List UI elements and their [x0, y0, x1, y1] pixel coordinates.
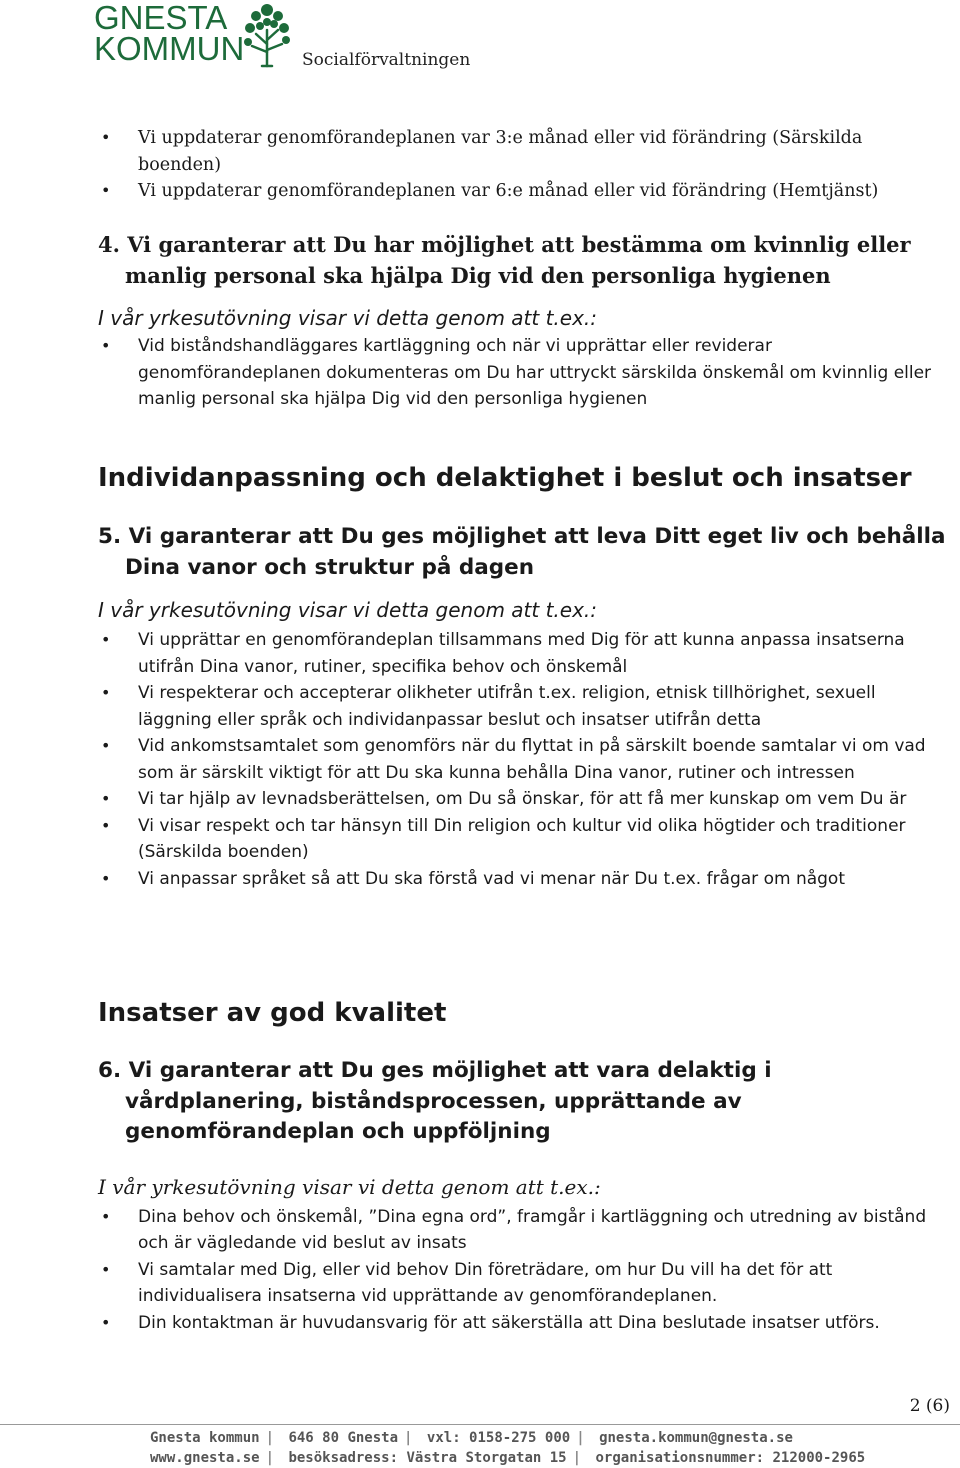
guarantee-heading: 5. Vi garanterar att Du ges möjlighet att leva Ditt eget liv och behålla Dina vanor och struktur på dagen	[98, 524, 946, 580]
list-item: • Vi uppdaterar genomförandeplanen var 3:e månad eller vid förändring (Särskilda boenden)	[98, 125, 948, 178]
footer-orgnr: organisationsnummer: 212000-2965	[595, 1450, 866, 1466]
list-item: • Vi samtalar med Dig, eller vid behov Din företrädare, om hur Du vill ha det för att individualisera insatserna vid upprättande av genomförandeplanen.	[98, 1257, 948, 1310]
bullet-icon: •	[101, 868, 111, 888]
guarantee-heading: 4. Vi garanterar att Du har möjlighet att bestämma om kvinnlig eller manlig personal ska hjälpa Dig vid den personliga hygienen	[98, 232, 911, 288]
guarantee-6	[98, 1056, 948, 1336]
tree-logo-icon	[242, 0, 292, 68]
list-item: • Din kontaktman är huvudansvarig för att säkerställa att Dina beslutade insatser utförs.	[98, 1310, 948, 1337]
bullet-icon: •	[101, 181, 111, 200]
list-item: • Dina behov och önskemål, ”Dina egna ord”, framgår i kartläggning och utredning av bistånd och är vägledande vid beslut av insats	[98, 1204, 948, 1257]
guarantee-subheading: I vår yrkesutövning visar vi detta genom att t.ex.:	[98, 306, 598, 330]
section-heading-insatser: Insatser av god kvalitet	[98, 998, 447, 1028]
footer-org: Gnesta kommun	[150, 1430, 260, 1446]
bullet-icon: •	[101, 1259, 111, 1279]
page-footer: Gnesta kommun | 646 80 Gnesta | vxl: 0158-275 000 | gnesta.kommun@gnesta.se www.gnesta.se | besöksadress: Västra Storgatan 15 | organisationsnummer: 212000-2965	[150, 1430, 866, 1466]
footer-web[interactable]: www.gnesta.se	[150, 1450, 260, 1466]
bullet-icon: •	[101, 336, 111, 355]
guarantee-heading: 6. Vi garanterar att Du ges möjlighet att vara delaktig i vårdplanering, biståndsprocessen, upprättande av genomförandeplan och uppföljning	[98, 1058, 772, 1144]
footer-phone: vxl: 0158-275 000	[426, 1430, 571, 1446]
department-name: Socialförvaltningen	[302, 50, 471, 70]
bullet-icon: •	[101, 789, 111, 808]
bullet-icon: •	[101, 630, 111, 649]
guarantee-5	[98, 522, 948, 892]
intro-bullet-list	[98, 125, 948, 205]
guarantee-4	[98, 230, 948, 413]
page-header	[94, 0, 954, 72]
footer-divider	[0, 1424, 960, 1425]
bullet-icon: •	[101, 736, 111, 755]
guarantee-subheading: I vår yrkesutövning visar vi detta genom att t.ex.:	[98, 1174, 601, 1199]
logo-line-gnesta: GNESTA	[94, 0, 228, 36]
municipality-logo-text	[94, 0, 245, 67]
bullet-icon: •	[101, 815, 111, 835]
guarantee-subheading: I vår yrkesutövning visar vi detta genom att t.ex.:	[98, 598, 598, 622]
list-item: • Vi upprättar en genomförandeplan tillsammans med Dig för att kunna anpassa insatserna utifrån Dina vanor, rutiner, specifika behov och önskemål	[98, 627, 948, 680]
footer-visit: besöksadress: Västra Storgatan 15	[288, 1450, 567, 1466]
list-item: • Vi anpassar språket så att Du ska förstå vad vi menar när Du t.ex. frågar om något	[98, 866, 948, 893]
list-item: • Vi tar hjälp av levnadsberättelsen, om Du så önskar, för att få mer kunskap om vem Du är	[98, 786, 948, 813]
page-number: 2 (6)	[909, 1396, 950, 1416]
footer-email[interactable]: gnesta.kommun@gnesta.se	[599, 1430, 793, 1446]
list-item: • Vi uppdaterar genomförandeplanen var 6:e månad eller vid förändring (Hemtjänst)	[98, 178, 948, 205]
bullet-icon: •	[101, 128, 111, 147]
bullet-icon: •	[101, 1312, 111, 1332]
list-item: • Vid biståndshandläggares kartläggning och när vi upprättar eller reviderar genomförandeplanen dokumenteras om Du har uttryckt särskilda önskemål om kvinnlig eller manlig personal ska hjälpa Dig vid den personliga hygienen	[98, 333, 948, 413]
logo-line-kommun: KOMMUN	[94, 30, 245, 67]
bullet-icon: •	[101, 683, 111, 702]
bullet-icon: •	[101, 1206, 111, 1226]
section-heading-individanpassning: Individanpassning och delaktighet i beslut och insatser	[98, 463, 912, 493]
list-item: • Vid ankomstsamtalet som genomförs när du flyttat in på särskilt boende samtalar vi om vad som är särskilt viktigt för att Du ska kunna behålla Dina vanor, rutiner och intressen	[98, 733, 948, 786]
list-item: • Vi respekterar och accepterar olikheter utifrån t.ex. religion, etnisk tillhörighet, sexuell läggning eller språk och individanpassar beslut och insatser utifrån detta	[98, 680, 948, 733]
list-item: • Vi visar respekt och tar hänsyn till Din religion och kultur vid olika högtider och traditioner (Särskilda boenden)	[98, 813, 948, 866]
footer-postal: 646 80 Gnesta	[288, 1430, 399, 1446]
